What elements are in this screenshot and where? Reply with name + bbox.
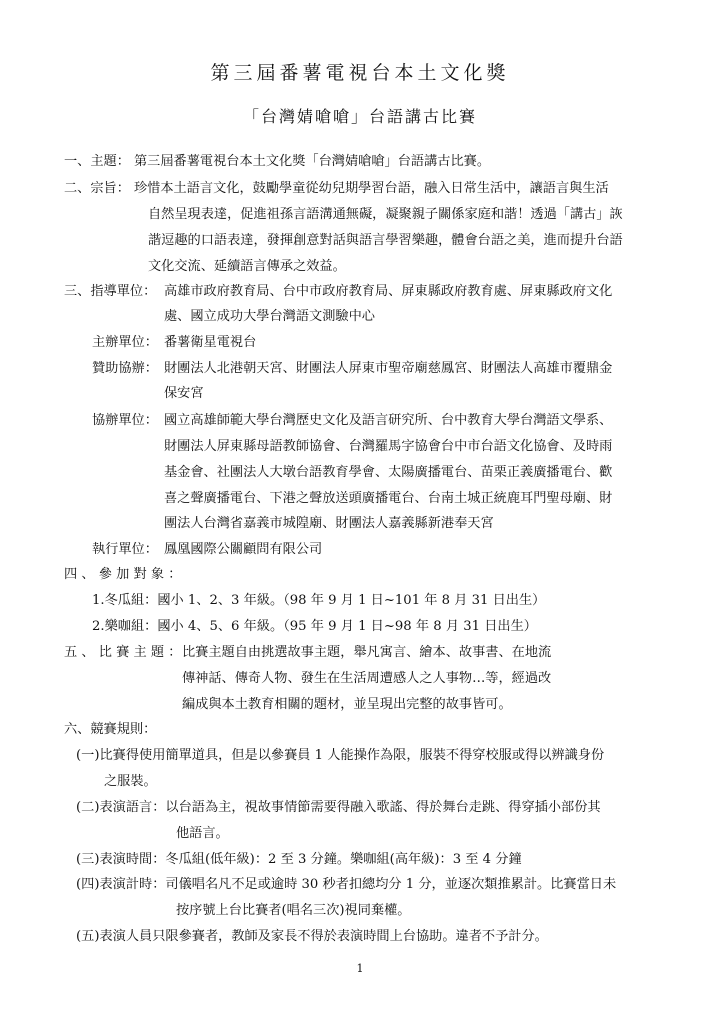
executor-text: 鳳凰國際公關顧問有限公司: [164, 542, 323, 557]
section-5-label: 五 、 比 賽 主 題 ：: [64, 645, 182, 660]
rule-4-line: (四)表演計時：司儀唱名凡不足或逾時 30 秒者扣總均分 1 分，並逐次類推累計。比賽當日未: [76, 877, 617, 892]
document-title: 第三屆番薯電視台本土文化獎: [210, 62, 510, 84]
executor-label: 執行單位：: [92, 542, 158, 557]
section-2-line: 文化交流、延續語言傳承之效益。: [148, 259, 346, 274]
section-2-line: 珍惜本土語言文化，鼓勵學童從幼兒期學習台語，融入日常生活中，讓語言與生活: [134, 181, 609, 196]
rule-1-line: (一)比賽得使用簡單道具，但是以參賽員 1 人能操作為限，服裝不得穿校服或得以辨識身份: [76, 748, 605, 763]
co-organizer-line: 財團法人屏東縣母語教師協會、台灣羅馬字協會台中市台語文化協會、及時雨: [164, 439, 613, 454]
co-organizer-line: 團法人台灣省嘉義市城隍廟、財團法人嘉義縣新港奉天宮: [164, 516, 494, 531]
host-text: 番薯衛星電視台: [164, 335, 257, 350]
section-1-text: 第三屆番薯電視台本土文化獎「台灣婧嗆嗆」台語講古比賽。: [134, 154, 491, 169]
rule-4-line: 按序號上台比賽者(唱名三次)視同棄權。: [176, 903, 411, 918]
document-subtitle: 「台灣婧嗆嗆」台語講古比賽: [242, 107, 477, 126]
rule-3: (三)表演時間：冬瓜組(低年級)：2 至 3 分鐘。樂咖組(高年級)：3 至 4 分鐘: [76, 852, 522, 867]
section-1-label: 一、主題：: [64, 154, 130, 169]
section-5-line: 比賽主題自由挑選故事主題，舉凡寓言、繪本、故事書、在地流: [182, 645, 552, 660]
sponsor-label: 贊助協辦：: [92, 361, 158, 376]
rule-1-line: 之服裝。: [104, 774, 157, 789]
co-organizer-line: 喜之聲廣播電台、下港之聲放送頭廣播電台、台南土城正統鹿耳門聖母廟、財: [164, 491, 613, 506]
group-item: 2.樂咖組：國小 4、5、6 年級。（95 年 9 月 1 日~98 年 8 月 31 日出生）: [92, 619, 537, 634]
section-6-label: 六、競賽規則：: [64, 722, 157, 737]
section-5-line: 傳神話、傳奇人物、發生在生活周遭感人之人事物…等，經過改: [182, 671, 552, 686]
section-2-line: 自然呈現表達，促進祖孫言語溝通無礙，凝聚親子關係家庭和諧！透過「講古」詼: [148, 207, 623, 222]
co-organizer-label: 協辦單位：: [92, 413, 158, 428]
guide-units-line: 高雄市政府教育局、台中市政府教育局、屏東縣政府教育處、屏東縣政府文化: [164, 284, 613, 299]
rule-5: (五)表演人員只限參賽者，教師及家長不得於表演時間上台協助。違者不予計分。: [76, 929, 548, 944]
section-3-label: 三、指導單位：: [64, 284, 157, 299]
section-4-label: 四 、 參 加 對 象 ：: [64, 567, 182, 582]
co-organizer-line: 基金會、社團法人大墩台語教育學會、太陽廣播電台、苗栗正義廣播電台、歡: [164, 465, 613, 480]
sponsor-line: 保安宮: [164, 386, 204, 401]
page-number: 1: [356, 962, 364, 975]
sponsor-line: 財團法人北港朝天宮、財團法人屏東市聖帝廟慈鳳宮、財團法人高雄市覆鼎金: [164, 361, 613, 376]
section-5-line: 編成與本土教育相關的題材，並呈現出完整的故事皆可。: [182, 697, 512, 712]
rule-2-line: 他語言。: [176, 826, 229, 841]
rule-2-line: (二)表演語言：以台語為主，視故事情節需要得融入歌謠、得於舞台走跳、得穿插小部份其: [76, 800, 601, 815]
guide-units-line: 處、國立成功大學台灣語文測驗中心: [164, 309, 375, 324]
section-2-label: 二、宗旨：: [64, 181, 130, 196]
host-label: 主辦單位：: [92, 335, 158, 350]
group-item: 1.冬瓜組：國小 1、2、3 年級。（98 年 9 月 1 日~101 年 8 月 31 日出生）: [92, 593, 546, 608]
section-2-line: 諧逗趣的口語表達，發揮創意對話與語言學習樂趣，體會台語之美，進而提升台語: [148, 233, 623, 248]
co-organizer-line: 國立高雄師範大學台灣歷史文化及語言研究所、台中教育大學台灣語文學系、: [164, 413, 613, 428]
